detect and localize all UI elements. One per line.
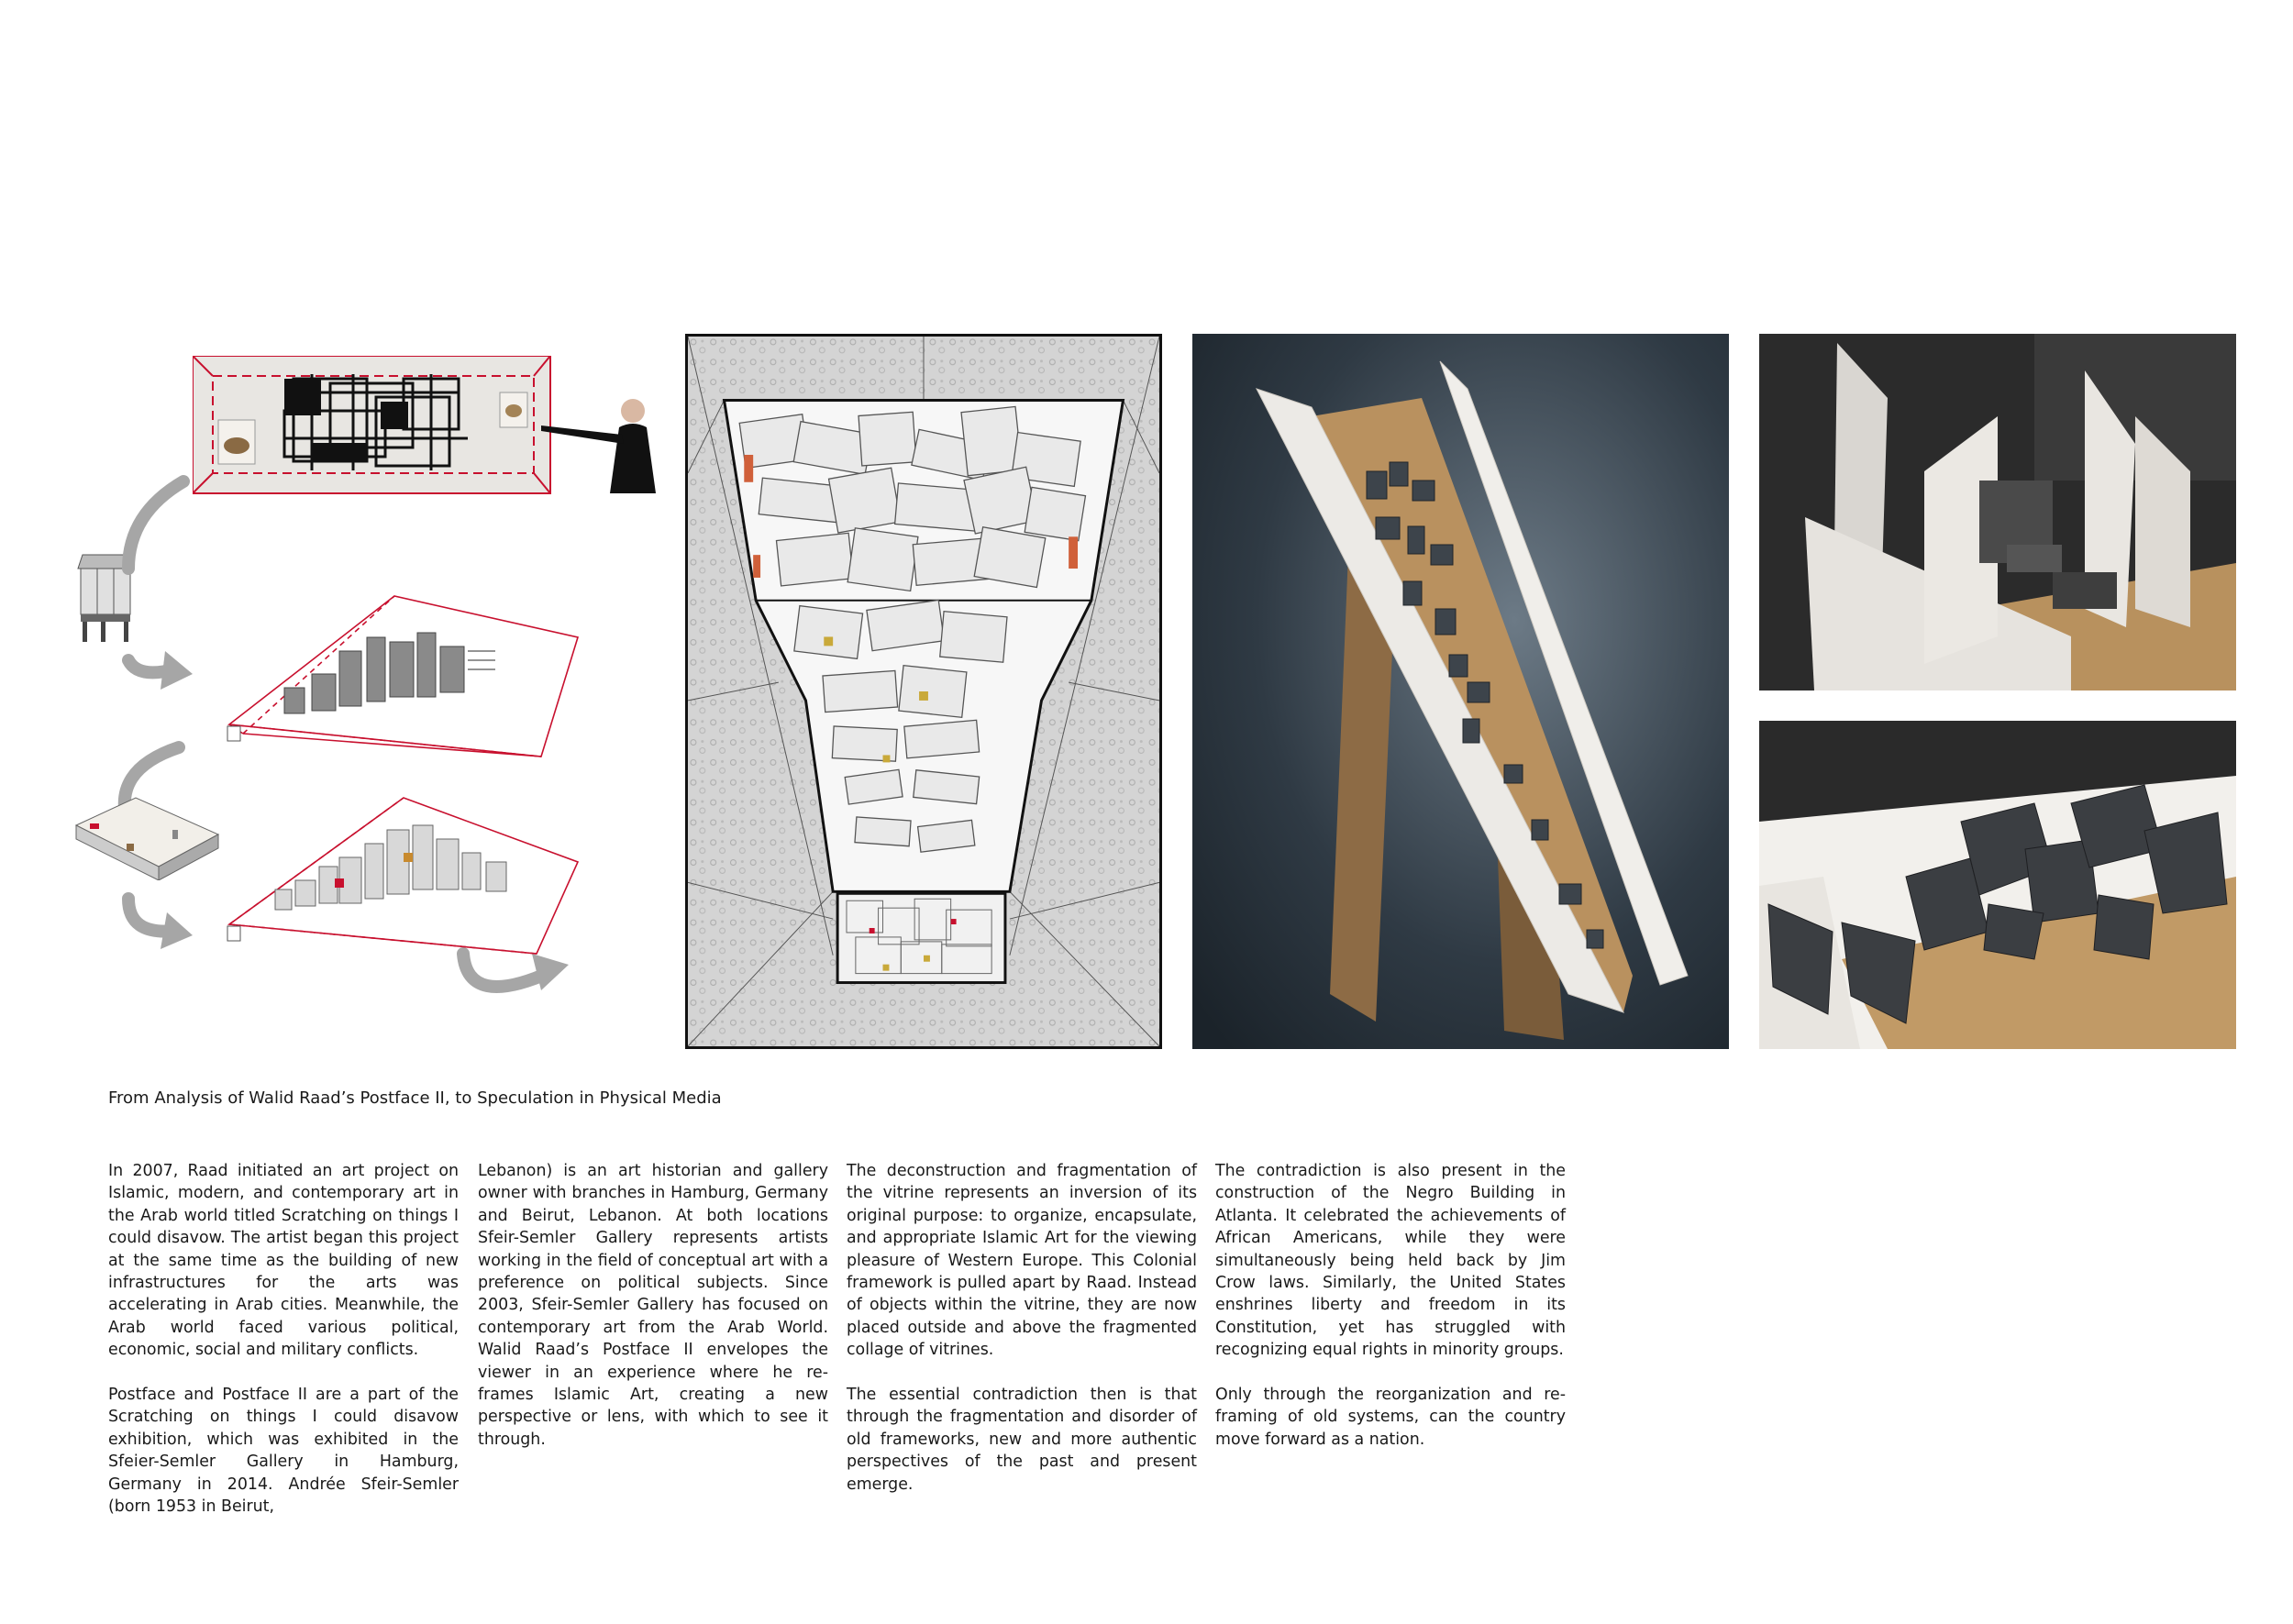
- perspective-diagram-2: [220, 789, 605, 972]
- paragraph: The essential contradiction then is that through the fragmentation and disorder of old frameworks, new and more authentic perspectives of the past and present emerge.: [847, 1386, 1197, 1494]
- curved-arrow-icon: [161, 651, 193, 690]
- paragraph: The deconstruction and fragmentation of the vitrine represents an inversion of its original purpose: to organize, encapsulate, and appropriate Islamic Art for the viewing pleasure of Western Europe. This Colonial framework is pulled apart by Raad. Instead of objects within the vitrine, they are now placed outside and above the fragmented collage of vitrines.: [847, 1162, 1197, 1360]
- text-column-2: [478, 1160, 828, 1474]
- figure-caption: From Analysis of Walid Raad’s Postface II, to Speculation in Physical Media: [108, 1088, 722, 1108]
- curved-arrow-icon: [161, 912, 193, 949]
- model-photo-floating-fragments: [1759, 721, 2236, 1049]
- paragraph: Postface and Postface II are a part of the Scratching on things I could disavow exhibition, which was exhibited in the Sfeier-Semler Gallery in Hamburg, Germany in 2014. Andrée Sfeir-Semler (born 1953 in Beirut,: [108, 1386, 459, 1517]
- text-column-4: [1215, 1160, 1566, 1474]
- vitrine-collage-drawing: [685, 334, 1162, 1049]
- perspective-diagram-1: [220, 587, 605, 770]
- analysis-diagram-column: [73, 330, 660, 1045]
- paragraph: The contradiction is also present in the construction of the Negro Building in Atlanta. It celebrated the achievements of African Americans, while they were simultaneously being held back by Jim Crow laws. Similarly, the United States enshrines liberty and freedom in its Constitution, yet has struggled with recognizing equal rights in minority groups.: [1215, 1162, 1566, 1360]
- text-column-3: [847, 1160, 1197, 1518]
- model-photo-diagonal: [1192, 334, 1729, 1049]
- paragraph: Lebanon) is an art historian and gallery owner with branches in Hamburg, Germany and Beirut, Lebanon. At both locations Sfeir-Semler Gallery represents artists working in the field of conceptual art with a preference on political subjects. Since 2003, Sfeir-Semler Gallery has focused on contemporary art from the Arab World. Walid Raad’s Postface II envelopes the viewer in an experience where he re-frames Islamic Art, creating a new perspective or lens, with which to see it through.: [478, 1162, 828, 1449]
- paragraph: Only through the reorganization and re-framing of old systems, can the country move forward as a nation.: [1215, 1386, 1566, 1449]
- text-column-1: [108, 1160, 459, 1541]
- paragraph: In 2007, Raad initiated an art project on Islamic, modern, and contemporary art in the Arab world titled Scratching on things I could disavow. The artist began this project at the same time as the building of new infrastructures for the arts was accelerating in Arab cities. Meanwhile, the Arab world faced various political, economic, social and military conflicts.: [108, 1162, 459, 1360]
- model-photo-closeup-walls: [1759, 334, 2236, 690]
- gallery-room-icon: [72, 793, 223, 880]
- gallery-room-icon-panel: [72, 793, 223, 880]
